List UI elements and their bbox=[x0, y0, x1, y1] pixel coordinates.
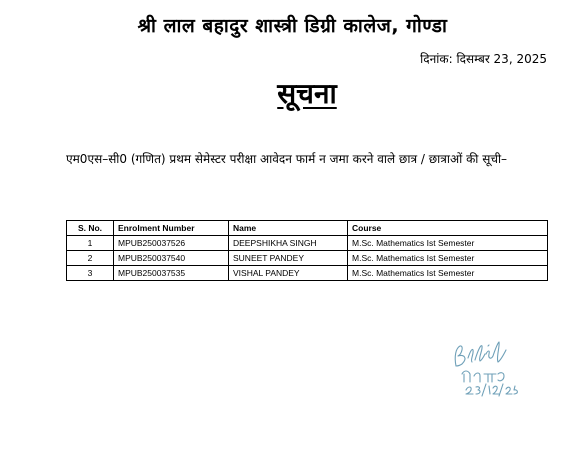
cell-enrolment: MPUB250037526 bbox=[114, 236, 229, 251]
cell-sno: 1 bbox=[67, 236, 114, 251]
cell-enrolment: MPUB250037535 bbox=[114, 266, 229, 281]
cell-course: M.Sc. Mathematics Ist Semester bbox=[348, 251, 548, 266]
principal-signature bbox=[448, 336, 538, 404]
cell-sno: 3 bbox=[67, 266, 114, 281]
cell-course: M.Sc. Mathematics Ist Semester bbox=[348, 236, 548, 251]
notice-title: सूचना bbox=[277, 77, 337, 110]
cell-sno: 2 bbox=[67, 251, 114, 266]
cell-name: VISHAL PANDEY bbox=[229, 266, 348, 281]
date-value: दिसम्बर 23, 2025 bbox=[456, 52, 547, 66]
date-label: दिनांक: bbox=[420, 52, 453, 66]
date-line bbox=[420, 50, 547, 67]
column-header-course: Course bbox=[348, 221, 548, 236]
cell-course: M.Sc. Mathematics Ist Semester bbox=[348, 266, 548, 281]
table-row bbox=[67, 251, 548, 266]
table-row bbox=[67, 236, 548, 251]
notice-body: एम0एस–सी0 (गणित) प्रथम सेमेस्टर परीक्षा आवेदन फार्म न जमा करने वाले छात्र / छात्राओं की सूची– bbox=[66, 152, 508, 166]
cell-name: SUNEET PANDEY bbox=[229, 251, 348, 266]
signature-drawing bbox=[448, 336, 538, 404]
column-header-sno: S. No. bbox=[67, 221, 114, 236]
table-row bbox=[67, 266, 548, 281]
column-header-name: Name bbox=[229, 221, 348, 236]
student-table bbox=[66, 220, 548, 281]
cell-enrolment: MPUB250037540 bbox=[114, 251, 229, 266]
column-header-enrolment: Enrolment Number bbox=[114, 221, 229, 236]
table-header-row bbox=[67, 221, 548, 236]
cell-name: DEEPSHIKHA SINGH bbox=[229, 236, 348, 251]
college-name: श्री लाल बहादुर शास्त्री डिग्री कालेज, गोण्डा bbox=[137, 15, 448, 37]
